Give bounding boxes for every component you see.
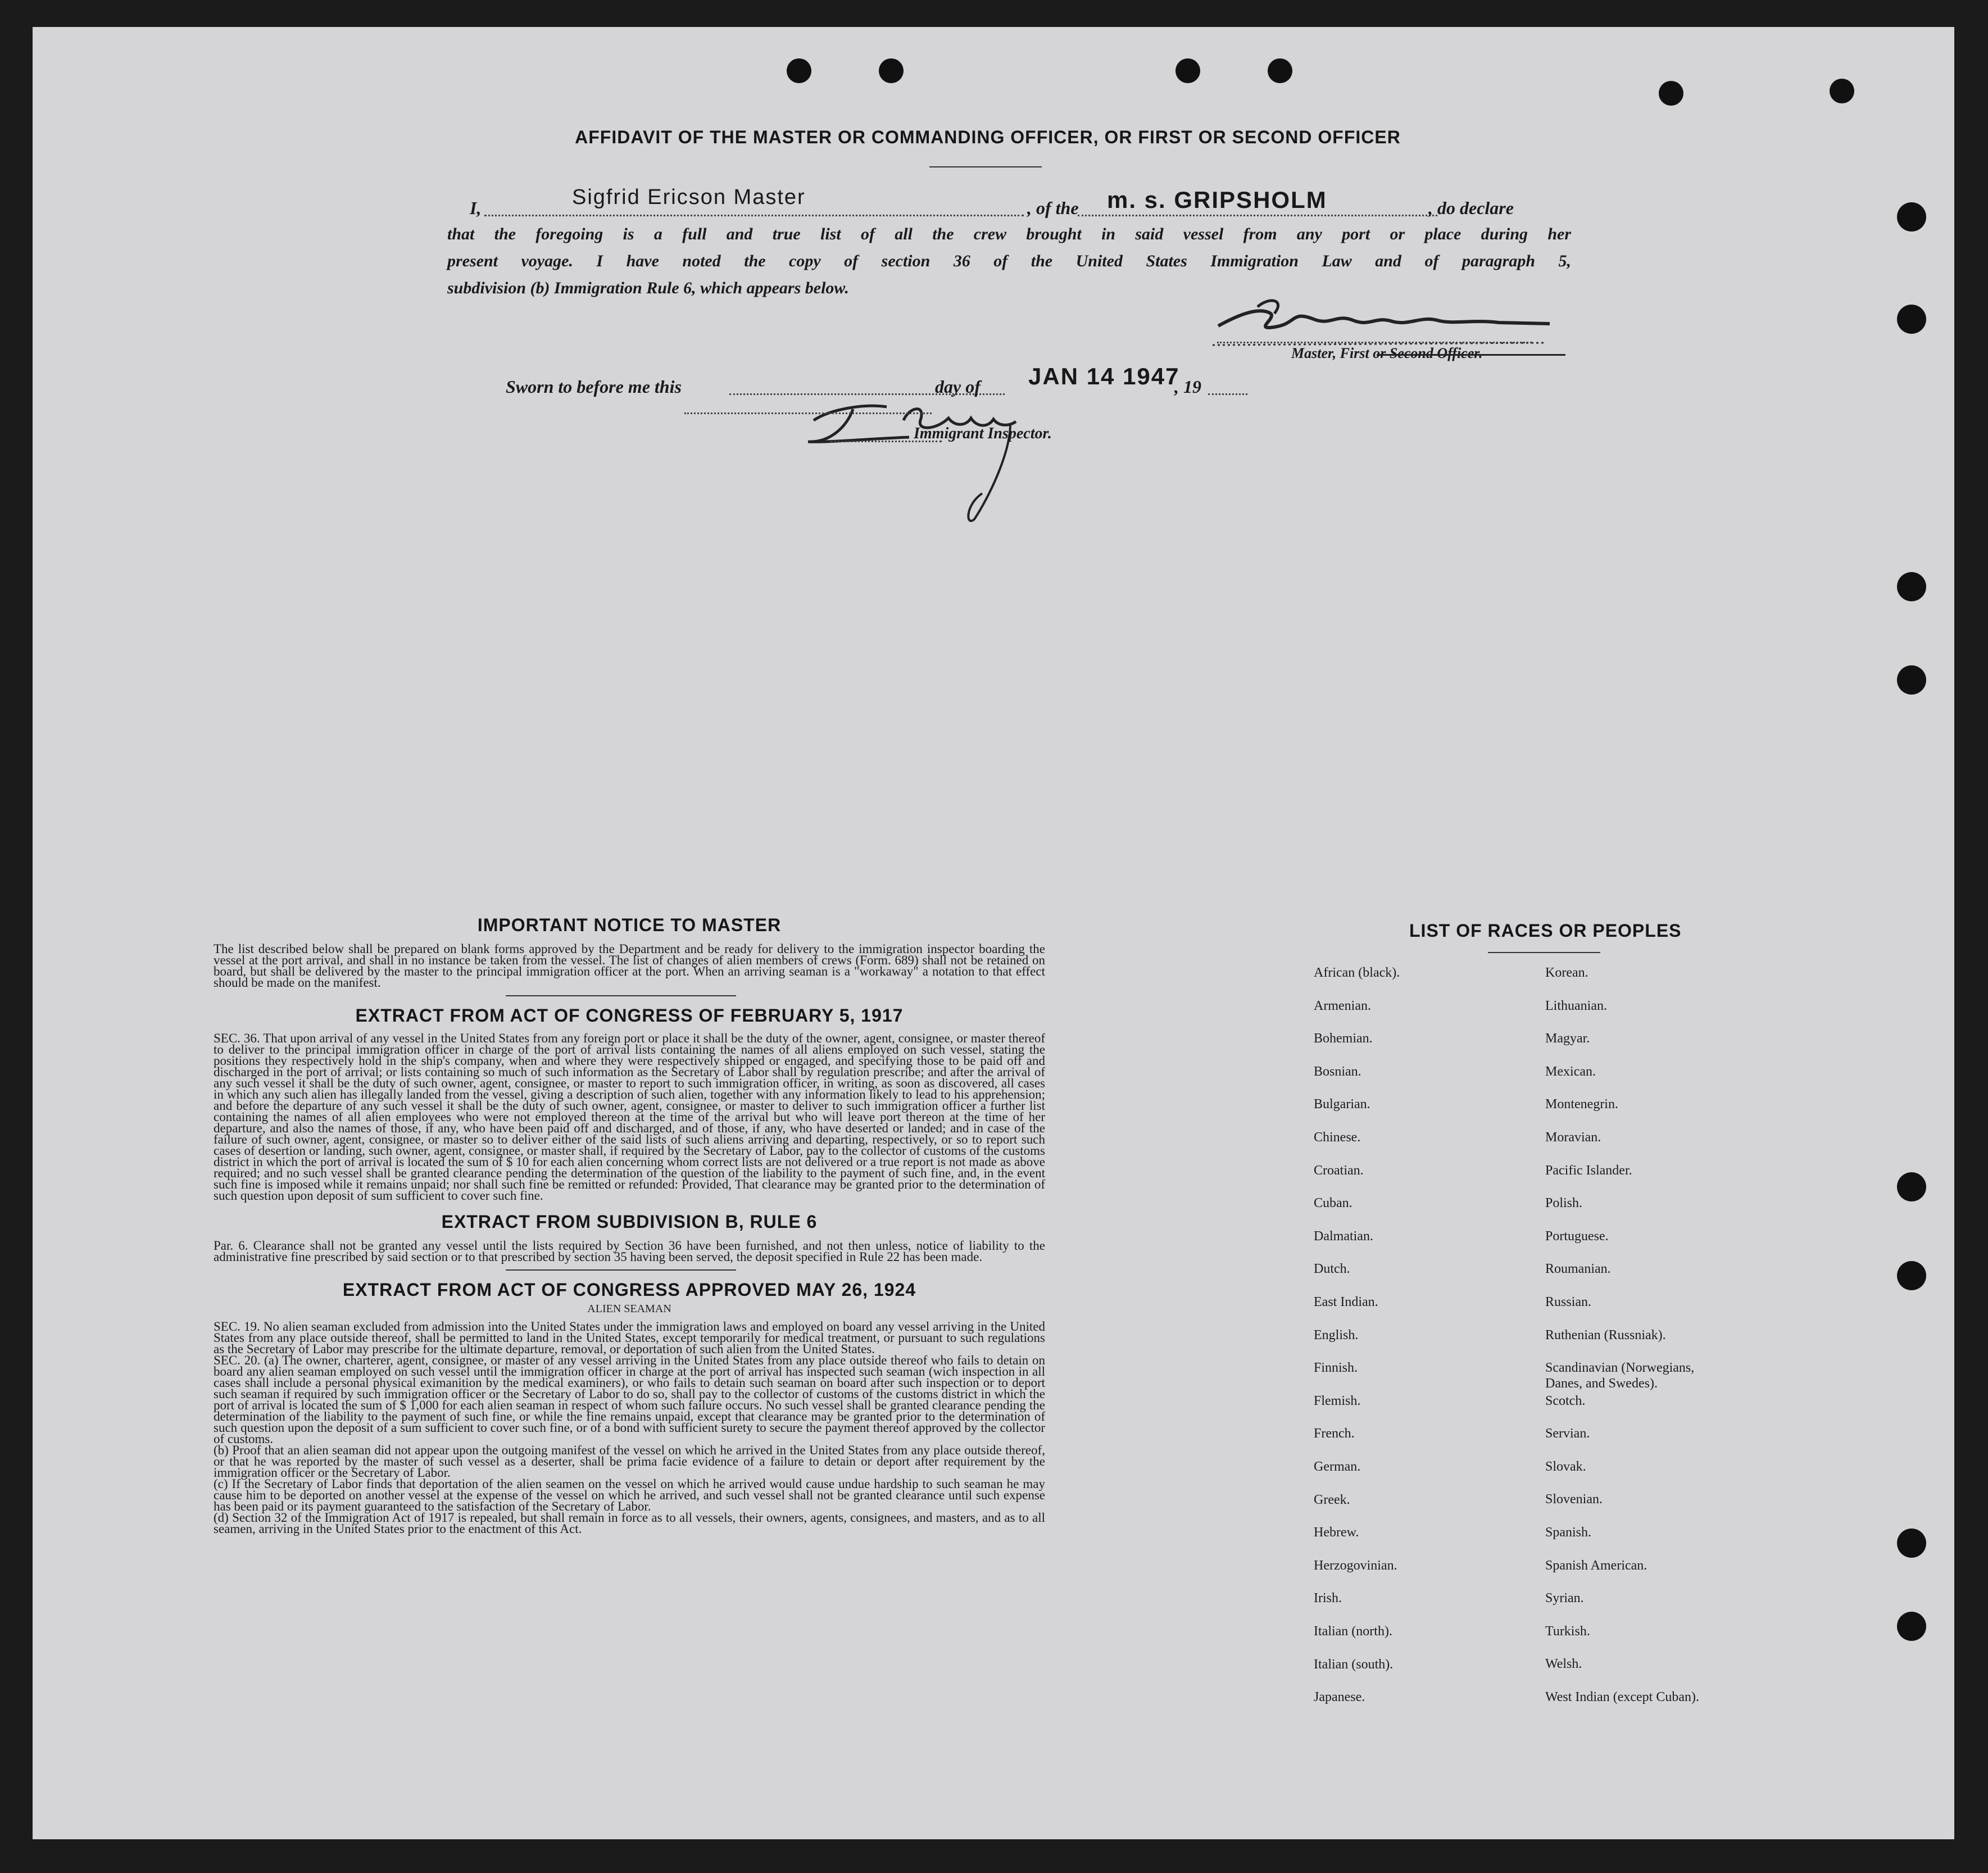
race-item: Polish. <box>1545 1196 1583 1210</box>
day-of-label: day of <box>935 377 981 397</box>
date-stamp: JAN 14 1947 <box>1028 363 1180 389</box>
race-item: Bulgarian. <box>1314 1097 1370 1112</box>
race-item: Turkish. <box>1545 1624 1590 1639</box>
of-the-label: , of the <box>1027 198 1079 218</box>
sworn-prefix: Sworn to before me this <box>506 377 682 397</box>
punch-hole <box>1897 1172 1926 1201</box>
race-item: Greek. <box>1314 1493 1350 1507</box>
punch-hole <box>1897 1612 1926 1641</box>
sec-20b-paragraph: (b) Proof that an alien seaman did not appear upon the outgoing manifest of the vessel on which he arrived in the United States from any place outside thereof, or that he was reported by the master of such vessel as a deserter, shall be prima facie evidence of a failure to detain or deport after requirement by the immigration officer or the Secretary of Labor. <box>214 1443 1045 1480</box>
race-item: Pacific Islander. <box>1545 1163 1632 1178</box>
race-item: Bohemian. <box>1314 1031 1373 1046</box>
race-item: Welsh. <box>1545 1657 1582 1671</box>
race-item: Spanish American. <box>1545 1558 1647 1573</box>
punch-hole <box>1897 305 1926 334</box>
section-divider <box>506 995 736 996</box>
races-column-2 <box>1545 965 1781 1741</box>
race-item: Danes, and Swedes). <box>1545 1376 1658 1391</box>
document-page <box>33 27 1954 1839</box>
race-item: African (black). <box>1314 965 1400 980</box>
punch-hole <box>1268 58 1292 83</box>
race-item: Syrian. <box>1545 1591 1584 1606</box>
sec-20d-paragraph: (d) Section 32 of the Immigration Act of 1917 is repealed, but shall remain in force as to all vessels, their owners, agents, consignees, and masters, and as to all seamen, arriving in the United States prior to the enactment of this Act. <box>214 1511 1045 1536</box>
punch-hole <box>1897 1261 1926 1290</box>
race-item: Ruthenian (Russniak). <box>1545 1328 1666 1343</box>
subdivision-text: Par. 6. Clearance shall not be granted any vessel until the lists required by Section 36 have been furnished, and not then unless, notice of liability to the administrative fine prescribed by said section or to that prescribed by section 35 having been served, the deposit specified in Rule 22 has been made. <box>214 1239 1045 1264</box>
affidavit-title: AFFIDAVIT OF THE MASTER OR COMMANDING OFFICER, OR FIRST OR SECOND OFFICER <box>575 127 1401 147</box>
role-strikethrough <box>1377 354 1565 356</box>
race-item: Mexican. <box>1545 1064 1596 1079</box>
race-item: East Indian. <box>1314 1295 1378 1309</box>
race-item: Moravian. <box>1545 1130 1601 1145</box>
race-item: Korean. <box>1545 965 1588 980</box>
do-declare-label: , do declare <box>1428 198 1514 218</box>
punch-hole <box>879 58 904 83</box>
notice-text: The list described below shall be prepared on blank forms approved by the Department and be ready for delivery to the immigration inspector boarding the vessel at the port arrival, and shall in no instance be taken from the vessel. The list of changes of alien members of crews (Form. 689) shall not be retained on board, but shall be delivered by the master to the principal immigration officer at the port. When an arriving seaman is a "workaway" a notation to that effect should be made on the manifest. <box>214 942 1045 990</box>
races-column-1 <box>1314 965 1527 1741</box>
affidavit-prefix: I, <box>470 198 482 218</box>
inspector-line-top <box>684 412 932 414</box>
race-item: Magyar. <box>1545 1031 1590 1046</box>
notice-title: IMPORTANT NOTICE TO MASTER <box>477 915 782 935</box>
race-item: Bosnian. <box>1314 1064 1361 1079</box>
punch-hole <box>787 58 811 83</box>
races-title: LIST OF RACES OR PEOPLES <box>1409 920 1682 941</box>
punch-hole <box>1659 81 1683 106</box>
subdivision-title: EXTRACT FROM SUBDIVISION B, RULE 6 <box>441 1212 818 1232</box>
race-item: Lithuanian. <box>1545 999 1607 1013</box>
extract-1924-title: EXTRACT FROM ACT OF CONGRESS APPROVED MAY 26, 1924 <box>342 1280 916 1300</box>
race-item: Scotch. <box>1545 1394 1586 1408</box>
punch-hole <box>1897 572 1926 601</box>
affidavit-line-2: that the foregoing is a full and true list of all the crew brought in said vessel from any port or place during her <box>447 225 1571 243</box>
race-item: English. <box>1314 1328 1359 1343</box>
sec-20a-paragraph: SEC. 20. (a) The owner, charterer, agent, consignee, or master of any vessel arriving in the United States from any place outside thereof who fails to detain on board any alien seaman employed on such vessel until the immigration officer in charge at the port of arrival has inspected such seaman (wich inspection in all cases shall include a personal physical eximanition by the medical examiners), or who fails to detain such seaman on board after such inspection or to deport such seaman if required by such immigration officer or the Secretary of Labor to do so, shall pay to the collector of customs of the customs district in which the port of arrival is located the sum of $ 1,000 for each alien seaman in respect of whom such failure occurs. No such vessel shall be granted clearance pending the determination of the liability to the payment of such fine, or while the fine remains unpaid, except that clearance may be granted prior to the determination of such question upon the deposit of a sum sufficient to cover such fine, or of a bond with sufficient surety to secure the payment thereof approved by the collector of customs. <box>214 1353 1045 1446</box>
race-item: Herzogovinian. <box>1314 1558 1397 1573</box>
extract-1924-subtitle: ALIEN SEAMAN <box>587 1303 671 1315</box>
sec-19-paragraph: SEC. 19. No alien seaman excluded from admission into the United States under the immigration laws and employed on board any vessel arriving in the United States from any place outside thereof, shall be permitted to land in the United States, except temporarily for medical treatment, or pursuant to such regulations as the Secretary of Labor may prescribe for the ultimate departure, removal, or deportation of such alien from the United States. <box>214 1319 1045 1356</box>
race-item: French. <box>1314 1426 1355 1441</box>
punch-hole <box>1897 665 1926 695</box>
signature-line <box>1217 342 1532 343</box>
race-item: Italian (north). <box>1314 1624 1392 1639</box>
race-item: Servian. <box>1545 1426 1590 1441</box>
inspector-label: Immigrant Inspector. <box>914 425 1052 442</box>
race-item: West Indian (except Cuban). <box>1545 1690 1699 1704</box>
race-item: Montenegrin. <box>1545 1097 1618 1112</box>
race-item: German. <box>1314 1459 1361 1474</box>
race-item: Hebrew. <box>1314 1525 1359 1540</box>
race-item: Cuban. <box>1314 1196 1352 1210</box>
race-item: Dutch. <box>1314 1262 1350 1276</box>
race-item: Spanish. <box>1545 1525 1592 1540</box>
race-item: Russian. <box>1545 1295 1592 1309</box>
race-item: Chinese. <box>1314 1130 1361 1145</box>
race-item: Slovak. <box>1545 1459 1586 1474</box>
section-divider <box>506 1269 736 1271</box>
inspector-signature <box>797 387 1055 521</box>
punch-hole <box>1897 202 1926 232</box>
race-item: Flemish. <box>1314 1394 1361 1408</box>
master-name-value: Sigfrid Ericson Master <box>572 185 806 209</box>
vessel-name-value: m. s. GRIPSHOLM <box>1107 187 1327 213</box>
races-divider <box>1488 952 1600 953</box>
name-line <box>484 215 1024 216</box>
sec-20c-paragraph: (c) If the Secretary of Labor finds that deportation of the alien seamen on the vessel on which he arrived would cause undue hardship to such seaman he may cause him to be deported on another vessel at the expense of the vessel on which he arrived, and such vessel shall not be granted clearance until such expense has been paid or its payment guaranteed to the satisfaction of the Secretary of Labor. <box>214 1477 1045 1513</box>
year-prefix-label: , 19 <box>1174 377 1201 397</box>
race-item: Portuguese. <box>1545 1229 1609 1244</box>
race-item: Scandinavian (Norwegians, <box>1545 1360 1695 1375</box>
race-item: Japanese. <box>1314 1690 1365 1704</box>
punch-hole <box>1897 1529 1926 1558</box>
signature-role-label: Master, First or Second Officer. <box>1291 345 1483 361</box>
race-item: Italian (south). <box>1314 1657 1394 1672</box>
affidavit-line-3: present voyage. I have noted the copy of section 36 of the United States Immigration Law and of paragraph 5, <box>447 252 1571 270</box>
race-item: Croatian. <box>1314 1163 1364 1178</box>
race-item: Irish. <box>1314 1591 1342 1606</box>
legal-column <box>214 915 1045 1535</box>
race-item: Slovenian. <box>1545 1492 1603 1507</box>
punch-hole <box>1175 58 1200 83</box>
vessel-line <box>1078 215 1437 216</box>
extract-1917-text: SEC. 36. That upon arrival of any vessel in the United States from any foreign port or place it shall be the duty of the owner, agent, consignee, or master thereof to deliver to the principal immigration officer in charge of the port of arrival lists containing the names of all aliens employed on such vessel, stating the positions they respectively hold in the ship's company, when and where they were respectively shipped or engaged, and specifying those to be paid off and discharged in the port of arrival; or lists containing so much of such information as the Secretary of Labor shall by regulation prescribe; and after the arrival of any such vessel it shall be the duty of such owner, agent, consignee, or master to report to such immigration officer, in writing, as soon as discovered, all cases in which any such alien has illegally landed from the vessel, giving a description of such alien, together with any information likely to lead to his apprehension; and before the departure of any such vessel it shall be the duty of such owner, agent, consignee, or master to deliver to such immigration officer a further list containing the names of all alien employees who were not employed thereon at the time of the arrival but who will leave port thereon at the time of her departure, and also the names of those, if any, who have been paid off and discharged, and of those, if any, who have deserted or landed; and in case of the failure of such owner, agent, consignee, or master so to deliver either of the said lists of such aliens arriving and departing, respectively, or so to report such cases of desertion or landing, such owner, agent, consignee, or master shall, if required by the Secretary of Labor, pay to the collector of customs of the customs district in which the port of arrival is located the sum of $ 10 for each alien concerning whom correct lists are not delivered or a true report is not made as above required; and no such vessel shall be granted clearance pending the determination of the question of the liability to the payment of such fine, and, in the event such fine is imposed while it remains unpaid; nor shall such fine be remitted or refunded: Provided, That clearance may be granted prior to the determination of such question upon deposit of sum sufficient to cover such fine. <box>214 1031 1045 1203</box>
race-item: Finnish. <box>1314 1360 1358 1375</box>
affidavit-line-4: subdivision (b) Immigration Rule 6, which appears below. <box>447 279 849 297</box>
race-item: Roumanian. <box>1545 1262 1611 1276</box>
title-divider <box>929 166 1042 167</box>
extract-1917-title: EXTRACT FROM ACT OF CONGRESS OF FEBRUARY 5, 1917 <box>355 1005 904 1026</box>
race-item: Armenian. <box>1314 999 1371 1013</box>
year-line <box>1208 393 1247 395</box>
race-item: Dalmatian. <box>1314 1229 1373 1244</box>
punch-hole <box>1830 79 1854 103</box>
